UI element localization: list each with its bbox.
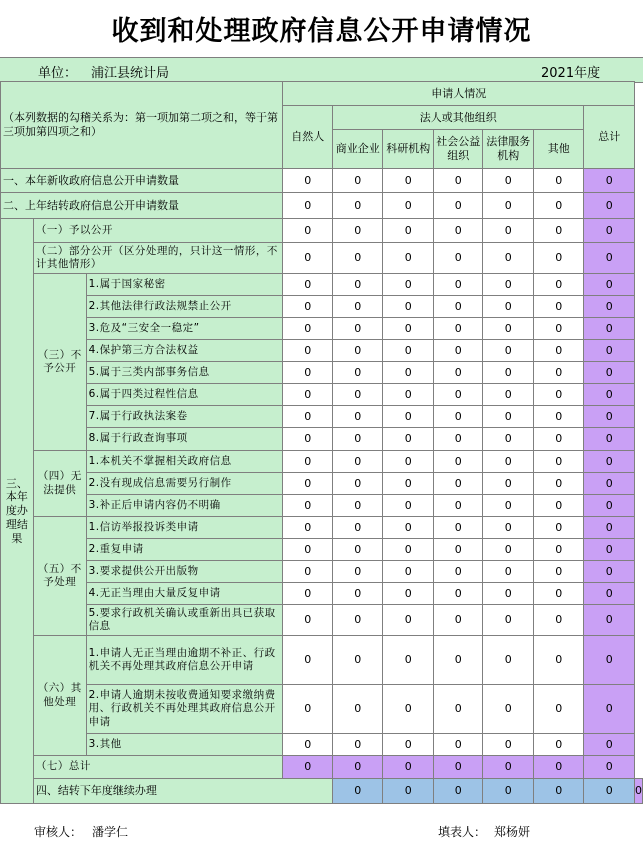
value-cell: 0	[433, 583, 483, 605]
value-cell: 0	[533, 517, 584, 539]
reviewer-label: 审核人：	[34, 825, 83, 839]
value-cell: 0	[283, 243, 333, 274]
value-cell: 0	[433, 362, 483, 384]
header-legal-service: 法律服务机构	[483, 130, 534, 169]
value-cell: 0	[383, 219, 434, 243]
total-cell: 0	[584, 451, 635, 473]
table-row	[1, 296, 643, 318]
total-cell: 0	[584, 685, 635, 734]
value-cell: 0	[332, 318, 383, 340]
table-row	[1, 636, 643, 685]
item-label: 3.其他	[86, 734, 283, 756]
unit-label: 单位：	[38, 66, 78, 81]
reviewer-name: 潘学仁	[92, 825, 129, 839]
value-cell: 0	[383, 406, 434, 428]
filler-name: 郑杨妍	[494, 825, 531, 839]
value-cell: 0	[332, 495, 383, 517]
value-cell: 0	[533, 605, 584, 636]
value-cell: 0	[283, 473, 333, 495]
value-cell: 0	[332, 473, 383, 495]
value-cell: 0	[433, 779, 483, 804]
value-cell: 0	[433, 318, 483, 340]
value-cell: 0	[332, 296, 383, 318]
value-cell: 0	[383, 274, 434, 296]
value-cell: 0	[332, 428, 383, 451]
total-cell: 0	[584, 193, 635, 219]
total-cell: 0	[584, 605, 635, 636]
value-cell: 0	[332, 384, 383, 406]
value-cell: 0	[483, 428, 534, 451]
total-cell: 0	[584, 734, 635, 756]
header-total: 总计	[584, 106, 635, 169]
subsection-label: （六）其他处理	[33, 636, 86, 756]
table-row	[1, 318, 643, 340]
value-cell: 0	[433, 243, 483, 274]
table-row	[1, 539, 643, 561]
value-cell: 0	[433, 384, 483, 406]
value-cell: 0	[483, 495, 534, 517]
header-note: （本列数据的勾稽关系为：第一项加第二项之和，等于第三项加第四项之和）	[1, 82, 283, 169]
total-cell: 0	[584, 296, 635, 318]
value-cell: 0	[283, 169, 333, 193]
value-cell: 0	[283, 583, 333, 605]
value-cell: 0	[483, 219, 534, 243]
subsection-label: （二）部分公开（区分处理的，只计这一情形，不计其他情形）	[33, 243, 283, 274]
value-cell: 0	[332, 756, 383, 779]
value-cell: 0	[283, 539, 333, 561]
value-cell: 0	[433, 274, 483, 296]
value-cell: 0	[433, 193, 483, 219]
value-cell: 0	[383, 296, 434, 318]
value-cell: 0	[283, 219, 333, 243]
total-cell: 0	[584, 340, 635, 362]
value-cell: 0	[383, 495, 434, 517]
value-cell: 0	[283, 734, 333, 756]
total-cell: 0	[584, 756, 635, 779]
table-row	[1, 193, 643, 219]
value-cell: 0	[383, 636, 434, 685]
total-cell: 0	[584, 274, 635, 296]
subsection-label: （一）予以公开	[33, 219, 283, 243]
value-cell: 0	[332, 406, 383, 428]
total-cell: 0	[635, 779, 643, 804]
report-year: 2021年度	[541, 66, 601, 81]
value-cell: 0	[433, 539, 483, 561]
value-cell: 0	[433, 219, 483, 243]
header-research: 科研机构	[383, 130, 434, 169]
value-cell: 0	[332, 636, 383, 685]
filler-label: 填表人：	[438, 825, 487, 839]
total-cell: 0	[584, 318, 635, 340]
value-cell: 0	[483, 169, 534, 193]
value-cell: 0	[332, 451, 383, 473]
item-label: 7.属于行政执法案卷	[86, 406, 283, 428]
value-cell: 0	[533, 406, 584, 428]
value-cell: 0	[483, 583, 534, 605]
value-cell: 0	[383, 243, 434, 274]
value-cell: 0	[433, 451, 483, 473]
table-row	[1, 517, 643, 539]
header-legal-org: 法人或其他组织	[332, 106, 584, 130]
value-cell: 0	[332, 734, 383, 756]
value-cell: 0	[483, 193, 534, 219]
item-label: 2.没有现成信息需要另行制作	[86, 473, 283, 495]
item-label: 3.要求提供公开出版物	[86, 561, 283, 583]
item-label: 4.保护第三方合法权益	[86, 340, 283, 362]
item-label: 3.危及“三安全一稳定”	[86, 318, 283, 340]
item-label: 6.属于四类过程性信息	[86, 384, 283, 406]
value-cell: 0	[483, 561, 534, 583]
total-cell: 0	[584, 539, 635, 561]
section-label: 四、结转下年度继续办理	[33, 779, 332, 804]
value-cell: 0	[332, 169, 383, 193]
table-row	[1, 756, 643, 779]
value-cell: 0	[483, 362, 534, 384]
value-cell: 0	[383, 517, 434, 539]
value-cell: 0	[584, 779, 635, 804]
header-social: 社会公益组织	[433, 130, 483, 169]
value-cell: 0	[483, 517, 534, 539]
value-cell: 0	[332, 274, 383, 296]
item-label: 5.要求行政机关确认或重新出具已获取信息	[86, 605, 283, 636]
value-cell: 0	[483, 340, 534, 362]
total-cell: 0	[584, 406, 635, 428]
unit-name: 浦江县统计局	[91, 66, 170, 81]
value-cell: 0	[383, 318, 434, 340]
value-cell: 0	[433, 685, 483, 734]
unit-row	[0, 57, 643, 83]
value-cell: 0	[283, 318, 333, 340]
value-cell: 0	[483, 539, 534, 561]
total-cell: 0	[584, 636, 635, 685]
value-cell: 0	[533, 274, 584, 296]
table-row	[1, 685, 643, 734]
value-cell: 0	[383, 384, 434, 406]
total-cell: 0	[584, 428, 635, 451]
value-cell: 0	[433, 428, 483, 451]
value-cell: 0	[332, 340, 383, 362]
value-cell: 0	[533, 539, 584, 561]
item-label: 3.补正后申请内容仍不明确	[86, 495, 283, 517]
value-cell: 0	[483, 274, 534, 296]
total-cell: 0	[584, 583, 635, 605]
value-cell: 0	[383, 734, 434, 756]
value-cell: 0	[433, 473, 483, 495]
value-cell: 0	[332, 779, 383, 804]
value-cell: 0	[533, 296, 584, 318]
table-row	[1, 605, 643, 636]
value-cell: 0	[533, 219, 584, 243]
section-label: 三、本年度办理结果	[1, 219, 34, 804]
value-cell: 0	[383, 473, 434, 495]
value-cell: 0	[283, 340, 333, 362]
value-cell: 0	[483, 605, 534, 636]
table-row	[1, 406, 643, 428]
value-cell: 0	[283, 517, 333, 539]
value-cell: 0	[332, 517, 383, 539]
value-cell: 0	[533, 685, 584, 734]
table-row	[1, 473, 643, 495]
value-cell: 0	[483, 779, 534, 804]
value-cell: 0	[483, 473, 534, 495]
value-cell: 0	[533, 384, 584, 406]
table-row	[1, 82, 643, 106]
value-cell: 0	[283, 605, 333, 636]
value-cell: 0	[383, 451, 434, 473]
value-cell: 0	[483, 243, 534, 274]
item-label: 8.属于行政查询事项	[86, 428, 283, 451]
value-cell: 0	[433, 169, 483, 193]
table-row	[1, 384, 643, 406]
value-cell: 0	[283, 756, 333, 779]
value-cell: 0	[533, 451, 584, 473]
value-cell: 0	[383, 193, 434, 219]
item-label: 2.其他法律行政法规禁止公开	[86, 296, 283, 318]
table-row	[1, 243, 643, 274]
item-label: 4.无正当理由大量反复申请	[86, 583, 283, 605]
value-cell: 0	[332, 685, 383, 734]
value-cell: 0	[332, 561, 383, 583]
total-cell: 0	[584, 495, 635, 517]
value-cell: 0	[533, 779, 584, 804]
value-cell: 0	[433, 756, 483, 779]
value-cell: 0	[533, 473, 584, 495]
total-cell: 0	[584, 169, 635, 193]
table-row	[1, 428, 643, 451]
value-cell: 0	[533, 495, 584, 517]
value-cell: 0	[332, 605, 383, 636]
value-cell: 0	[383, 340, 434, 362]
total-cell: 0	[584, 561, 635, 583]
value-cell: 0	[283, 495, 333, 517]
value-cell: 0	[383, 362, 434, 384]
header-applicant: 申请人情况	[283, 82, 635, 106]
value-cell: 0	[332, 219, 383, 243]
value-cell: 0	[483, 318, 534, 340]
value-cell: 0	[332, 583, 383, 605]
total-cell: 0	[584, 384, 635, 406]
total-cell: 0	[584, 243, 635, 274]
value-cell: 0	[283, 274, 333, 296]
item-label: 1.申请人无正当理由逾期不补正、行政机关不再处理其政府信息公开申请	[86, 636, 283, 685]
header-commercial: 商业企业	[332, 130, 383, 169]
page-title: 收到和处理政府信息公开申请情况	[111, 16, 532, 47]
table-row	[1, 583, 643, 605]
item-label: 2.申请人逾期未按收费通知要求缴纳费用、行政机关不再处理其政府信息公开申请	[86, 685, 283, 734]
table-row	[1, 340, 643, 362]
total-cell: 0	[584, 362, 635, 384]
value-cell: 0	[433, 605, 483, 636]
value-cell: 0	[383, 756, 434, 779]
section-label: 二、上年结转政府信息公开申请数量	[1, 193, 283, 219]
value-cell: 0	[283, 362, 333, 384]
item-label: 1.本机关不掌握相关政府信息	[86, 451, 283, 473]
total-cell: 0	[584, 219, 635, 243]
value-cell: 0	[283, 384, 333, 406]
subsection-label: （七）总计	[33, 756, 283, 779]
total-cell: 0	[584, 517, 635, 539]
value-cell: 0	[533, 318, 584, 340]
value-cell: 0	[483, 406, 534, 428]
item-label: 2.重复申请	[86, 539, 283, 561]
value-cell: 0	[433, 340, 483, 362]
value-cell: 0	[483, 756, 534, 779]
value-cell: 0	[332, 539, 383, 561]
value-cell: 0	[383, 539, 434, 561]
value-cell: 0	[483, 685, 534, 734]
value-cell: 0	[283, 193, 333, 219]
value-cell: 0	[383, 561, 434, 583]
value-cell: 0	[483, 451, 534, 473]
value-cell: 0	[283, 451, 333, 473]
value-cell: 0	[383, 428, 434, 451]
value-cell: 0	[332, 362, 383, 384]
value-cell: 0	[283, 406, 333, 428]
value-cell: 0	[283, 428, 333, 451]
item-label: 1.信访举报投诉类申请	[86, 517, 283, 539]
value-cell: 0	[533, 428, 584, 451]
value-cell: 0	[533, 243, 584, 274]
value-cell: 0	[533, 734, 584, 756]
table-row	[1, 495, 643, 517]
value-cell: 0	[283, 296, 333, 318]
value-cell: 0	[483, 636, 534, 685]
table-row	[1, 274, 643, 296]
statistics-table	[0, 81, 643, 804]
table-row	[1, 362, 643, 384]
subsection-label: （五）不予处理	[33, 517, 86, 636]
footer	[0, 814, 643, 850]
section-label: 一、本年新收政府信息公开申请数量	[1, 169, 283, 193]
value-cell: 0	[283, 636, 333, 685]
table-row	[1, 561, 643, 583]
value-cell: 0	[483, 384, 534, 406]
table-row	[1, 734, 643, 756]
table-row	[1, 169, 643, 193]
subsection-label: （三）不予公开	[33, 274, 86, 451]
item-label: 1.属于国家秘密	[86, 274, 283, 296]
value-cell: 0	[332, 193, 383, 219]
header-natural-person: 自然人	[283, 106, 333, 169]
item-label: 5.属于三类内部事务信息	[86, 362, 283, 384]
value-cell: 0	[433, 561, 483, 583]
value-cell: 0	[533, 362, 584, 384]
value-cell: 0	[332, 243, 383, 274]
value-cell: 0	[533, 340, 584, 362]
table-row	[1, 219, 643, 243]
value-cell: 0	[383, 605, 434, 636]
value-cell: 0	[383, 685, 434, 734]
value-cell: 0	[533, 169, 584, 193]
value-cell: 0	[533, 756, 584, 779]
value-cell: 0	[433, 296, 483, 318]
value-cell: 0	[383, 583, 434, 605]
value-cell: 0	[433, 734, 483, 756]
total-cell: 0	[584, 473, 635, 495]
value-cell: 0	[433, 636, 483, 685]
value-cell: 0	[383, 779, 434, 804]
subsection-label: （四）无法提供	[33, 451, 86, 517]
value-cell: 0	[533, 583, 584, 605]
value-cell: 0	[533, 193, 584, 219]
header-other: 其他	[533, 130, 584, 169]
value-cell: 0	[383, 169, 434, 193]
table-row	[1, 779, 643, 804]
value-cell: 0	[433, 406, 483, 428]
value-cell: 0	[483, 296, 534, 318]
value-cell: 0	[533, 636, 584, 685]
table-row	[1, 451, 643, 473]
value-cell: 0	[483, 734, 534, 756]
value-cell: 0	[283, 685, 333, 734]
value-cell: 0	[433, 517, 483, 539]
value-cell: 0	[533, 561, 584, 583]
value-cell: 0	[283, 561, 333, 583]
value-cell: 0	[433, 495, 483, 517]
